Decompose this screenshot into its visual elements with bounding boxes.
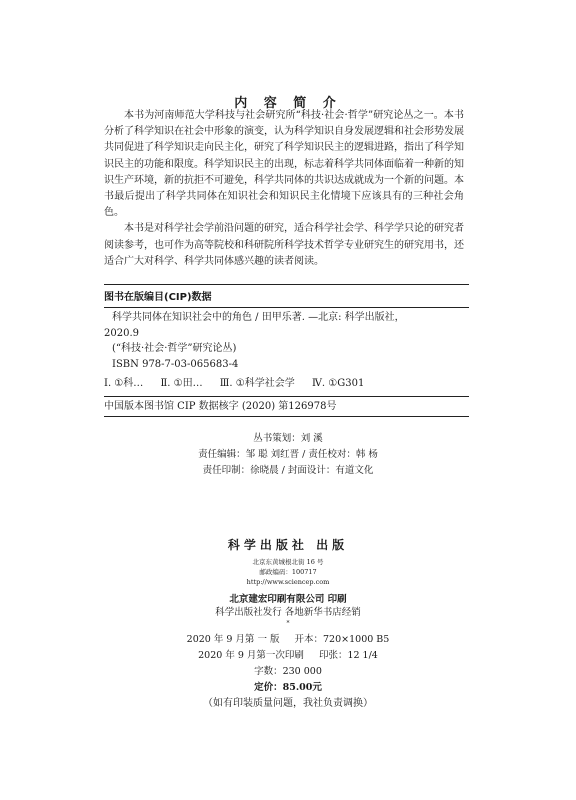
intro-paragraph-2: 本书是对科学社会学前沿问题的研究，适合科学社会学、科学学只论的研究者阅读参考，也可作为高等院校和科研院所科学技术哲学专业研究生的研究用书，还适合广大对科学、科学共同体感兴趣的读者阅读。 bbox=[104, 223, 464, 267]
introduction bbox=[104, 108, 464, 270]
publisher-postcode: 邮政编码：100717 bbox=[259, 568, 317, 576]
cip-line-index bbox=[104, 376, 469, 392]
cip-line-series: (“科技·社会·哲学”研究论丛) bbox=[112, 343, 237, 354]
cip-bottom-rule bbox=[104, 416, 469, 417]
cip-top-rule bbox=[104, 284, 469, 285]
publisher-block bbox=[0, 536, 576, 628]
sheets-info: 印张：12 1/4 bbox=[318, 650, 378, 661]
quality-notice: （如有印装质量问题，我社负责调换） bbox=[203, 698, 373, 709]
cip-line-isbn: ISBN 978-7-03-065683-4 bbox=[112, 358, 239, 370]
edition-info: 2020 年 9 月第 一 版 bbox=[186, 634, 280, 645]
publisher-address: 北京东黄城根北街 16 号 bbox=[252, 558, 324, 566]
cip-index-1: Ⅰ. ①科… bbox=[104, 378, 144, 389]
edition-block bbox=[0, 632, 576, 712]
format-info: 开本：720×1000 B5 bbox=[294, 634, 390, 645]
cip-footer: 中国版本图书馆 CIP 数据核字 (2020) 第126978号 bbox=[104, 400, 337, 412]
edition-row bbox=[0, 632, 576, 648]
cip-line-title: 科学共同体在知识社会中的角色 / 田甲乐著. —北京: 科学出版社， bbox=[112, 312, 405, 323]
cip-line-date: 2020.9 bbox=[104, 327, 139, 339]
printer-name: 北京建宏印刷有限公司 印刷 bbox=[229, 594, 347, 605]
cip-heading: 图书在版编目(CIP)数据 bbox=[104, 292, 212, 303]
distributor: 科学出版社发行 各地新华书店经销 bbox=[215, 607, 361, 618]
publisher-name: 科学出版社 出版 bbox=[227, 538, 349, 552]
cip-index-2: Ⅱ. ①田… bbox=[160, 378, 203, 389]
price: 定价：85.00元 bbox=[254, 682, 322, 693]
cip-index-4: Ⅳ. ①G301 bbox=[311, 378, 365, 389]
credit-planner: 丛书策划：刘 溪 bbox=[253, 433, 323, 444]
cip-index-3: Ⅲ. ①科学社会学 bbox=[219, 378, 295, 389]
page-title: 内 容 简 介 bbox=[234, 96, 342, 111]
cip-block bbox=[104, 284, 469, 417]
publisher-url: http://www.sciencep.com bbox=[246, 578, 330, 586]
printing-row bbox=[0, 648, 576, 664]
printing-info: 2020 年 9 月第一次印刷 bbox=[198, 650, 304, 661]
credit-production: 责任印制：徐晓晨 / 封面设计：有道文化 bbox=[202, 465, 374, 476]
intro-paragraph-1: 本书为河南师范大学科技与社会研究所“科技·社会·哲学”研究论丛之一。本书分析了科学知识在社会中形象的演变，认为科学知识自身发展逻辑和社会形势发展共同促进了科学知识走向民主化，研究了科学知识民主的逻辑进路，指出了科学知识民主的功能和限度。科学知识民主的出现，标志着科学共同体面临着一种新的知识生产环境，新的抗拒不可避免，科学共同体的共识达成就成为一个新的问题。本书最后提出了科学共同体在知识社会和知识民主化情境下应该具有的三种社会角色。 bbox=[104, 110, 464, 219]
word-count: 字数：230 000 bbox=[254, 666, 322, 677]
separator-star: * bbox=[286, 620, 290, 627]
cip-body bbox=[104, 308, 469, 396]
credit-editors: 责任编辑：邹 聪 刘红晋 / 责任校对：韩 杨 bbox=[198, 449, 378, 460]
